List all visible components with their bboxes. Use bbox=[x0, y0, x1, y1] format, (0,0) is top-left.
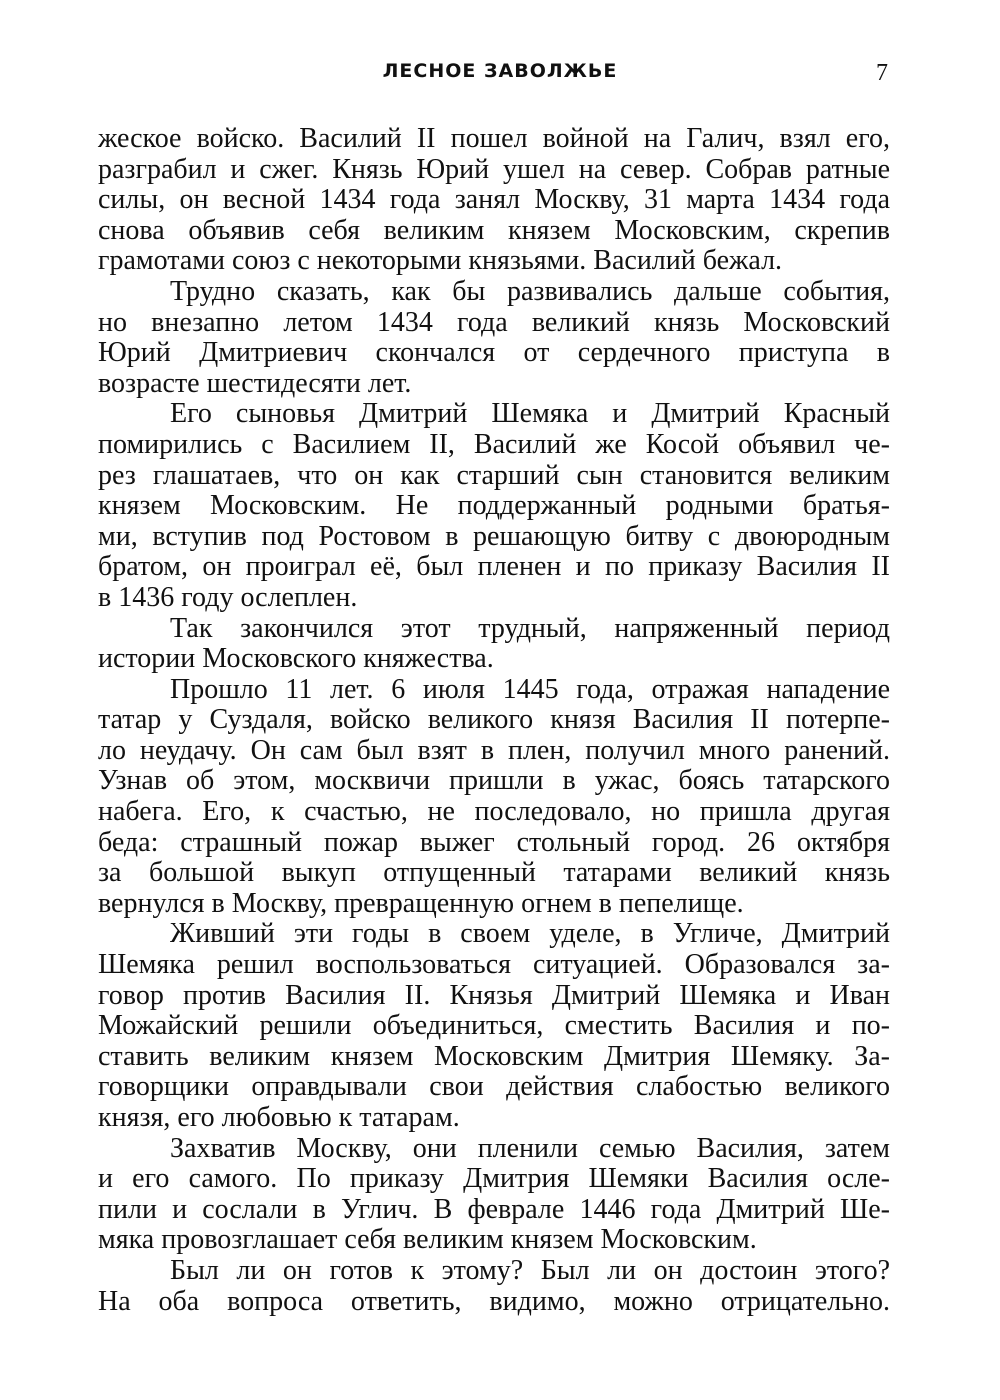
text-line: Так закончился этот трудный, напряженный период bbox=[170, 612, 890, 644]
text-line: Шемяка решил воспользоваться ситуацией. Образовался за- bbox=[98, 949, 890, 981]
body-text bbox=[98, 124, 890, 1317]
text-line: за большой выкуп отпущенный татарами великий князь bbox=[98, 857, 890, 889]
text-line: возрасте шестидесяти лет. bbox=[98, 367, 412, 399]
text-line: Трудно сказать, как бы развивались дальше события, bbox=[170, 275, 890, 307]
text-line: пили и сослали в Углич. В феврале 1446 года Дмитрий Ше- bbox=[98, 1193, 890, 1225]
text-line: в 1436 году ослеплен. bbox=[98, 581, 358, 613]
text-line: Захватив Москву, они пленили семью Василия, затем bbox=[170, 1132, 890, 1164]
text-line: говор против Василия II. Князья Дмитрий Шемяка и Иван bbox=[98, 979, 890, 1011]
text-line: но внезапно летом 1434 года великий князь Московский bbox=[98, 306, 890, 338]
page-number: 7 bbox=[876, 60, 888, 86]
text-line: вернулся в Москву, превращенную огнем в пепелище. bbox=[98, 887, 744, 919]
text-line: грамотами союз с некоторыми князьями. Василий бежал. bbox=[98, 245, 783, 277]
text-line: мяка провозглашает себя великим князем Московским. bbox=[98, 1224, 757, 1256]
text-line: набега. Его, к счастью, не последовало, но пришла другая bbox=[98, 796, 890, 828]
text-line: разграбил и сжег. Князь Юрий ушел на север. Собрав ратные bbox=[98, 153, 890, 185]
running-title: ЛЕСНОЕ ЗАВОЛЖЬЕ bbox=[382, 60, 618, 82]
text-line: истории Московского княжества. bbox=[98, 643, 494, 675]
page-header bbox=[0, 60, 1000, 96]
text-line: беда: страшный пожар выжег стольный город. 26 октября bbox=[98, 826, 890, 858]
text-line: На оба вопроса ответить, видимо, можно отрицательно. bbox=[98, 1285, 890, 1317]
text-line: рез глашатаев, что он как старший сын становится великим bbox=[98, 459, 890, 491]
text-line: князем Московским. Не поддержанный родными братья- bbox=[98, 490, 890, 522]
text-line: Можайский решили объединиться, сместить Василия и по- bbox=[98, 1010, 890, 1042]
text-line: татар у Суздаля, войско великого князя Василия II потерпе- bbox=[98, 704, 890, 736]
text-line: силы, он весной 1434 года занял Москву, 31 марта 1434 года bbox=[98, 184, 890, 216]
text-line: помирились с Василием II, Василий же Косой объявил че- bbox=[98, 428, 890, 460]
text-line: князя, его любовью к татарам. bbox=[98, 1102, 460, 1133]
text-line: ло неудачу. Он сам был взят в плен, получил много ранений. bbox=[98, 734, 890, 766]
text-line: Прошло 11 лет. 6 июля 1445 года, отражая нападение bbox=[170, 673, 890, 705]
text-line: говорщики оправдывали свои действия слабостью великого bbox=[98, 1071, 890, 1103]
text-line: Юрий Дмитриевич скончался от сердечного приступа в bbox=[98, 337, 890, 369]
text-line: Живший эти годы в своем уделе, в Угличе, Дмитрий bbox=[170, 918, 890, 950]
text-line: Его сыновья Дмитрий Шемяка и Дмитрий Красный bbox=[170, 398, 890, 430]
text-line: Узнав об этом, москвичи пришли в ужас, боясь татарского bbox=[98, 765, 890, 797]
text-line: снова объявив себя великим князем Московским, скрепив bbox=[98, 214, 890, 246]
text-line: братом, он проиграл её, был пленен и по приказу Василия II bbox=[98, 551, 890, 583]
text-line: и его самого. По приказу Дмитрия Шемяки Василия осле- bbox=[98, 1163, 890, 1195]
text-line: Был ли он готов к этому? Был ли он достоин этого? bbox=[170, 1254, 890, 1286]
text-line: ставить великим князем Московским Дмитрия Шемяку. За- bbox=[98, 1040, 890, 1072]
text-line: жеское войско. Василий II пошел войной на Галич, взял его, bbox=[98, 123, 890, 154]
text-line: ми, вступив под Ростовом в решающую битву с двоюродным bbox=[98, 520, 890, 552]
